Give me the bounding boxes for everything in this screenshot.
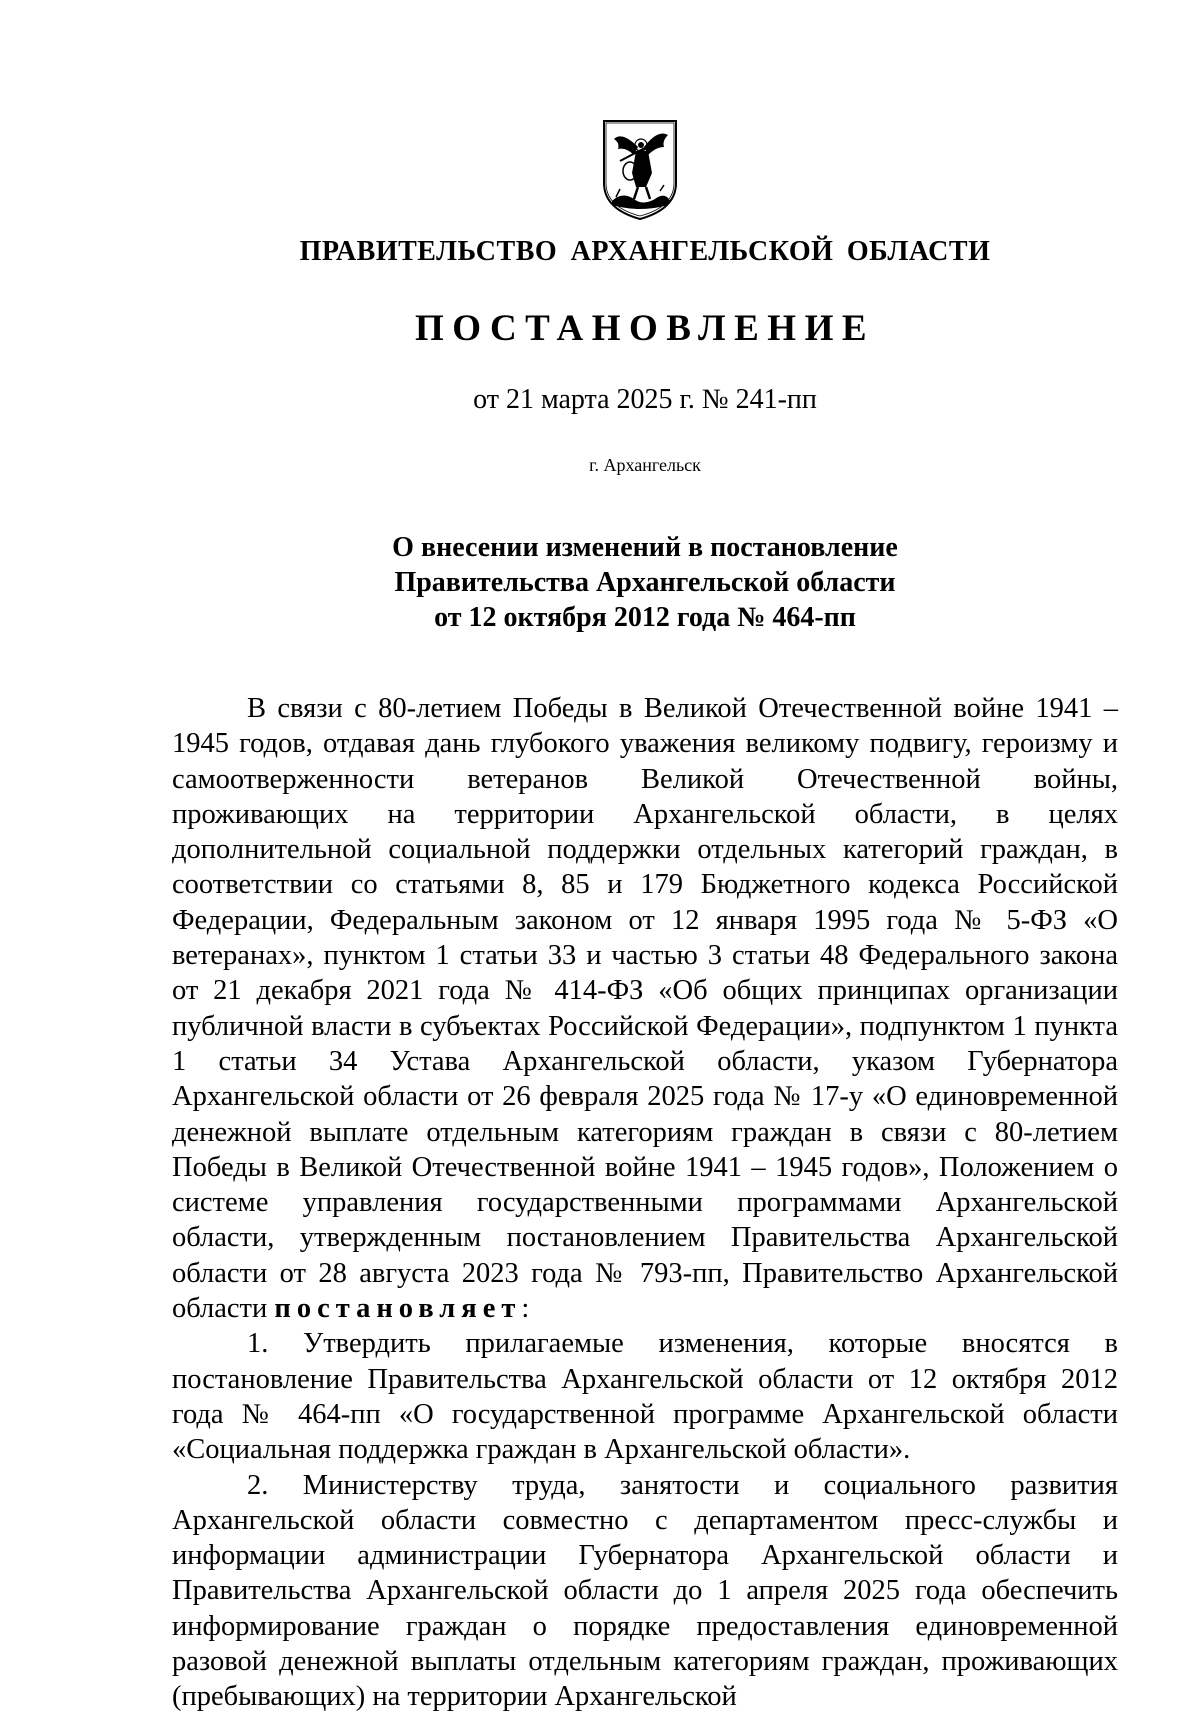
decree-word: постановляет bbox=[274, 1293, 522, 1325]
coat-of-arms-emblem bbox=[600, 117, 680, 223]
document-subject bbox=[0, 530, 1200, 635]
preamble-paragraph bbox=[172, 691, 1118, 1326]
document-body bbox=[172, 691, 1118, 1715]
organization-title: ПРАВИТЕЛЬСТВО АРХАНГЕЛЬСКОЙ ОБЛАСТИ bbox=[299, 236, 991, 267]
subject-line: О внесении изменений в постановление bbox=[392, 532, 898, 563]
item-1-paragraph: 1. Утвердить прилагаемые изменения, которые вносятся в постановление Правительства Архангельской области от 12 октября 2012 года № 464-пп «О государственной программе Архангельской области «Социальная поддержка граждан в Архангельской области». bbox=[172, 1328, 1118, 1466]
decree-colon: : bbox=[521, 1293, 530, 1325]
item-2-paragraph: 2. Министерству труда, занятости и социального развития Архангельской области совместно с департаментом пресс-службы и информации администрации Губернатора Архангельской области и Правительства Архангельской области до 1 апреля 2025 года обеспечить информирование граждан о порядке предоставления единовременной разовой денежной выплаты отдельным категориям граждан, проживающих (пребывающих) на территории Архангельской bbox=[172, 1469, 1118, 1713]
subject-line: от 12 октября 2012 года № 464-пп bbox=[434, 602, 856, 633]
preamble-text: В связи с 80-летием Победы в Великой Отечественной войне 1941 – 1945 годов, отдавая дань глубокого уважения великому подвигу, героизму и самоотверженности ветеранов Великой Отечественной войны, проживающих на территории Архангельской области, в целях дополнительной социальной поддержки отдельных категорий граждан, в соответствии со статьями 8, 85 и 179 Бюджетного кодекса Российской Федерации, Федеральным законом от 12 января 1995 года № 5-ФЗ «О ветеранах», пунктом 1 статьи 33 и частью 3 статьи 48 Федерального закона от 21 декабря 2021 года № 414-ФЗ «Об общих принципах организации публичной власти в субъектах Российской Федерации», подпунктом 1 пункта 1 статьи 34 Устава Архангельской области, указом Губернатора Архангельской области от 26 февраля 2025 года № 17-у «О единовременной денежной выплате отдельным категориям граждан в связи с 80-летием Победы в Великой Отечественной войне 1941 – 1945 годов», Положением о системе управления государственными программами Архангельской области, утвержденным постановлением Правительства Архангельской области от 28 августа 2023 года № 793-пп, Правительство Архангельской области bbox=[172, 693, 1118, 1325]
document-date-number: от 21 марта 2025 г. № 241-пп bbox=[473, 384, 817, 415]
document-type-heading: ПОСТАНОВЛЕНИЕ bbox=[414, 308, 876, 349]
subject-line: Правительства Архангельской области bbox=[394, 567, 896, 598]
document-city: г. Архангельск bbox=[589, 455, 701, 475]
